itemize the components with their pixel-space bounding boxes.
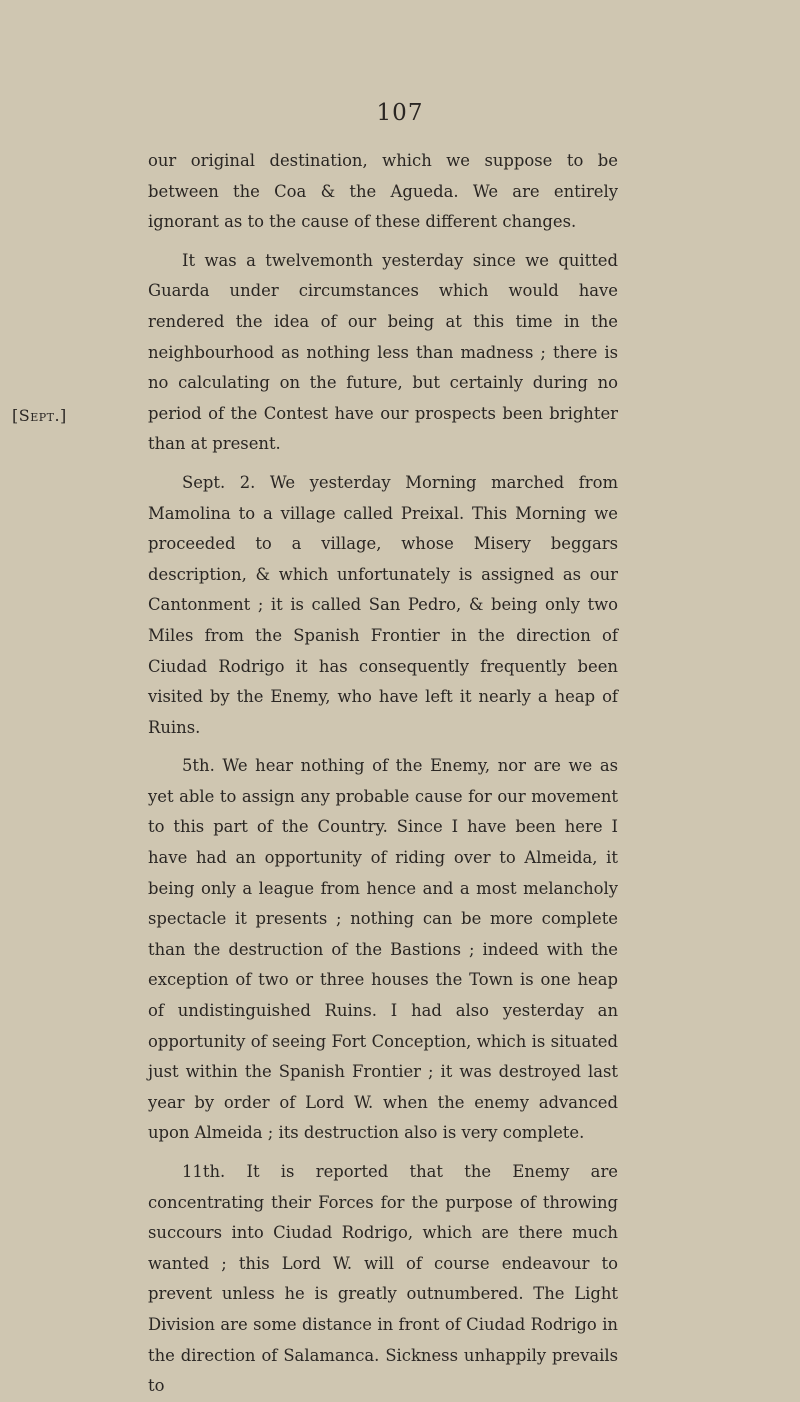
margin-note <box>12 406 67 425</box>
margin-note-text: [Sept.] <box>12 406 67 425</box>
paragraph-3: Sept. 2. We yesterday Morning marched from Mamolina to a village called Preixal. This Morning we proceeded to a village, whose Misery beggars description, & which unfortunately is assigned as our Cantonment ; it is called San Pedro, & being only two Miles from the Spanish Frontier in the direction of Ciudad Rodrigo it has consequently frequently been visited by the Enemy, who have left it nearly a heap of Ruins. <box>148 472 618 737</box>
paragraph-2: It was a twelvemonth yesterday since we quitted Guarda under circumstances which would have rendered the idea of our being at this time in the neighbourhood as nothing less than madness ; there is no calculating on the future, but certainly during no period of the Contest have our prospects been brighter than at present. <box>148 250 618 454</box>
paragraph-4: 5th. We hear nothing of the Enemy, nor are we as yet able to assign any probable cause for our movement to this part of the Country. Since I have been here I have had an opportunity of riding over to Almeida, it being only a league from hence and a most melancholy spectacle it presents ; nothing can be more complete than the destruction of the Bastions ; indeed with the exception of two or three houses the Town is one heap of undistinguished Ruins. I had also yesterday an opportunity of seeing Fort Conception, which is situated just within the Spanish Frontier ; it was destroyed last year by order of Lord W. when the enemy advanced upon Almeida ; its destruction also is very complete. <box>148 756 618 1143</box>
body-text <box>148 146 618 1402</box>
paragraph-1: our original destination, which we suppose to be between the Coa & the Agueda. We are entirely ignorant as to the cause of these different changes. <box>148 151 618 232</box>
paragraph-5: 11th. It is reported that the Enemy are concentrating their Forces for the purpose of throwing succours into Ciudad Rodrigo, which are there much wanted ; this Lord W. will of course endeavour to prevent unless he is greatly outnumbered. The Light Division are some distance in front of Ciudad Rodrigo in the direction of Salamanca. Sickness unhappily prevails to <box>148 1162 618 1396</box>
page-number: 107 <box>376 100 424 126</box>
